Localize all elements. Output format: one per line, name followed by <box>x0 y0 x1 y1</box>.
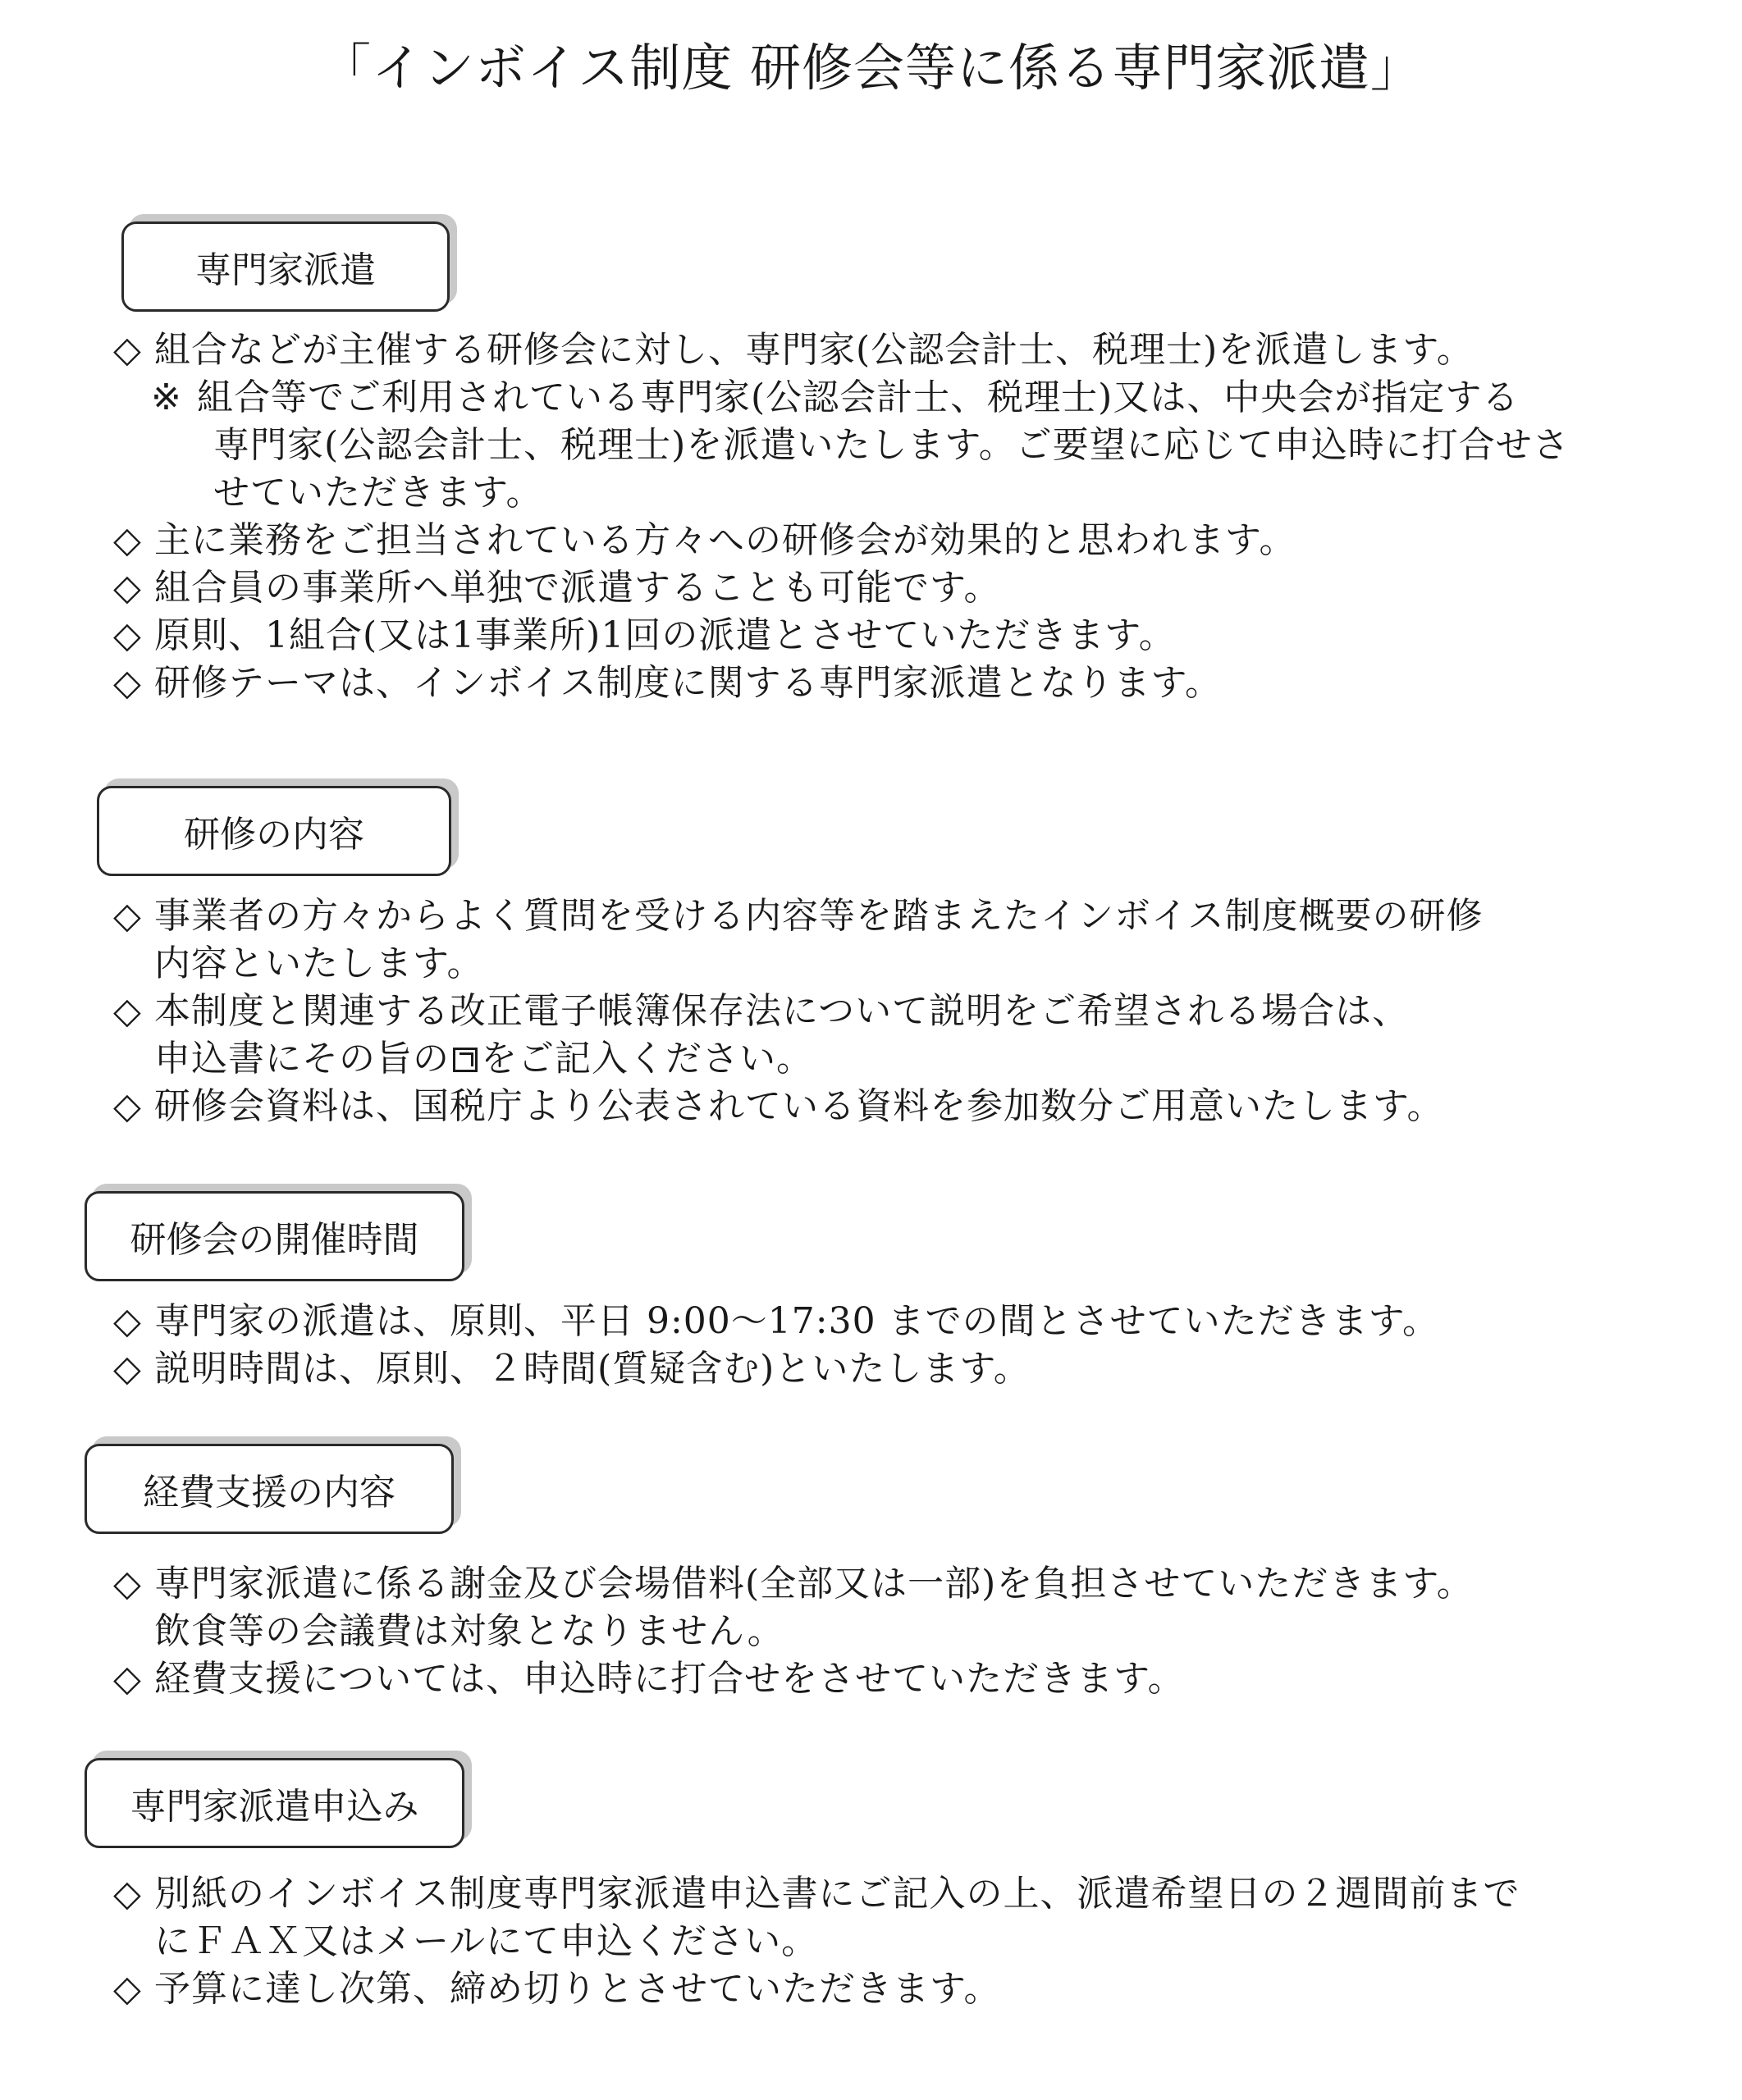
document-title: 「インボイス制度 研修会等に係る専門家派遣」 <box>319 38 1423 98</box>
list-item: ◇ 経費支援については、申込時に打合せをさせていただきます。 <box>113 1655 1639 1703</box>
list-item: ◇ 主に業務をご担当されている方々への研修会が効果的と思われます。 <box>113 517 1639 564</box>
section-heading-training-content: 研修の内容 <box>97 786 451 876</box>
section-heading-expert-dispatch: 専門家派遣 <box>121 221 450 312</box>
list-item: ◇ 説明時間は、原則、２時間(質疑含む)といたします。 <box>113 1345 1639 1393</box>
section-heading-session-hours: 研修会の開催時間 <box>85 1191 464 1281</box>
diamond-bullet-icon: ◇ <box>113 1563 142 1605</box>
section-body-expense-support <box>113 1560 1639 1703</box>
diamond-bullet-icon: ◇ <box>113 895 142 937</box>
note-item: ※ 組合等でご利用されている専門家(公認会計士、税理士)又は、中央会が指定する 専門家(公認会計士、税理士)を派遣いたします。ご要望に応じて申込時に打合せさ せていただきます。 <box>113 374 1639 517</box>
diamond-bullet-icon: ◇ <box>113 1658 142 1700</box>
diamond-bullet-icon: ◇ <box>113 329 142 371</box>
diamond-bullet-icon: ◇ <box>113 990 142 1032</box>
reference-mark-icon: ※ <box>151 377 182 418</box>
diamond-bullet-icon: ◇ <box>113 614 142 656</box>
section-body-expert-dispatch <box>113 326 1639 707</box>
diamond-bullet-icon: ◇ <box>113 662 142 704</box>
section-heading-application: 専門家派遣申込み <box>85 1758 464 1848</box>
diamond-bullet-icon: ◇ <box>113 519 142 561</box>
diamond-bullet-icon: ◇ <box>113 1348 142 1390</box>
diamond-bullet-icon: ◇ <box>113 1873 142 1915</box>
list-item: ◇ 事業者の方々からよく質問を受ける内容等を踏まえたインボイス制度概要の研修 内容といたします。 <box>113 892 1639 988</box>
list-item: ◇ 研修テーマは、インボイス制度に関する専門家派遣となります。 <box>113 660 1639 707</box>
section-body-session-hours <box>113 1298 1639 1393</box>
list-item: ◇ 組合などが主催する研修会に対し、専門家(公認会計士、税理士)を派遣します。 <box>113 326 1639 374</box>
list-item: ◇ 原則、1組合(又は1事業所)1回の派遣とさせていただきます。 <box>113 612 1639 660</box>
diamond-bullet-icon: ◇ <box>113 567 142 609</box>
list-item: ◇ 予算に達し次第、締め切りとさせていただきます。 <box>113 1965 1639 2013</box>
list-item: ◇ 本制度と関連する改正電子帳簿保存法について説明をご希望される場合は、 申込書にその旨の をご記入ください。 <box>113 988 1639 1083</box>
list-item: ◇ 専門家の派遣は、原則、平日 9:00～17:30 までの間とさせていただきます。 <box>113 1298 1639 1345</box>
diamond-bullet-icon: ◇ <box>113 1300 142 1342</box>
list-item: ◇ 研修会資料は、国税庁より公表されている資料を参加数分ご用意いたします。 <box>113 1083 1639 1130</box>
section-body-application <box>113 1870 1639 2013</box>
section-heading-expense-support: 経費支援の内容 <box>85 1444 454 1534</box>
list-item: ◇ 別紙のインボイス制度専門家派遣申込書にご記入の上、派遣希望日の２週間前まで にＦＡＸ又はメールにて申込ください。 <box>113 1870 1639 1965</box>
list-item: ◇ 組合員の事業所へ単独で派遣することも可能です。 <box>113 564 1639 612</box>
diamond-bullet-icon: ◇ <box>113 1968 142 2010</box>
section-body-training-content <box>113 892 1639 1130</box>
list-item: ◇ 専門家派遣に係る謝金及び会場借料(全部又は一部)を負担させていただきます。 飲食等の会議費は対象となりません。 <box>113 1560 1639 1655</box>
checked-box-icon <box>453 1048 478 1072</box>
diamond-bullet-icon: ◇ <box>113 1085 142 1127</box>
